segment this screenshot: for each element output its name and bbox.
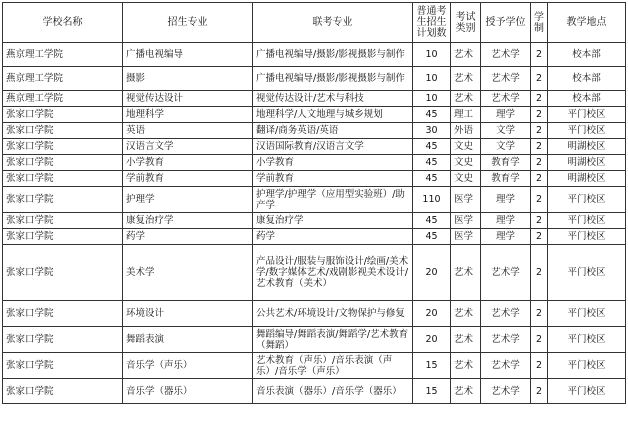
cell-major: 美术学 (123, 245, 253, 301)
cell-major: 小学教育 (123, 155, 253, 171)
cell-duration: 2 (531, 171, 548, 187)
header-major: 招生专业 (123, 3, 253, 43)
cell-duration: 2 (531, 187, 548, 213)
cell-duration: 2 (531, 245, 548, 301)
header-exam-category: 考试类别 (451, 3, 481, 43)
table-row (3, 213, 626, 229)
cell-degree: 理学 (481, 187, 531, 213)
table-row (3, 379, 626, 404)
cell-location: 平门校区 (548, 245, 626, 301)
cell-location: 平门校区 (548, 301, 626, 327)
cell-major: 环境设计 (123, 301, 253, 327)
table-row (3, 123, 626, 139)
cell-school: 张家口学院 (3, 155, 123, 171)
cell-exam-category: 理工 (451, 107, 481, 123)
cell-duration: 2 (531, 155, 548, 171)
cell-plan-count: 20 (413, 301, 451, 327)
cell-duration: 2 (531, 229, 548, 245)
cell-major: 音乐学（器乐） (123, 379, 253, 404)
cell-exam-category: 艺术 (451, 327, 481, 353)
cell-exam-category: 艺术 (451, 353, 481, 379)
cell-location: 校本部 (548, 43, 626, 67)
header-plan-count: 普通考生招生计划数 (413, 3, 451, 43)
cell-joint-exam-major: 康复治疗学 (253, 213, 413, 229)
table-row (3, 229, 626, 245)
cell-degree: 艺术学 (481, 301, 531, 327)
cell-major: 英语 (123, 123, 253, 139)
cell-plan-count: 45 (413, 107, 451, 123)
cell-major: 视觉传达设计 (123, 91, 253, 107)
table-row (3, 155, 626, 171)
cell-school: 张家口学院 (3, 123, 123, 139)
cell-exam-category: 文史 (451, 171, 481, 187)
cell-plan-count: 10 (413, 67, 451, 91)
cell-major: 音乐学（声乐） (123, 353, 253, 379)
cell-duration: 2 (531, 91, 548, 107)
cell-duration: 2 (531, 301, 548, 327)
header-degree: 授予学位 (481, 3, 531, 43)
cell-plan-count: 10 (413, 91, 451, 107)
cell-duration: 2 (531, 67, 548, 91)
cell-major: 摄影 (123, 67, 253, 91)
cell-exam-category: 文史 (451, 155, 481, 171)
cell-duration: 2 (531, 327, 548, 353)
header-row (3, 3, 626, 43)
cell-degree: 艺术学 (481, 379, 531, 404)
cell-location: 平门校区 (548, 353, 626, 379)
cell-plan-count: 45 (413, 155, 451, 171)
cell-plan-count: 15 (413, 353, 451, 379)
cell-major: 学前教育 (123, 171, 253, 187)
table-row (3, 67, 626, 91)
cell-duration: 2 (531, 353, 548, 379)
cell-plan-count: 20 (413, 245, 451, 301)
cell-degree: 艺术学 (481, 91, 531, 107)
cell-joint-exam-major: 舞蹈编导/舞蹈表演/舞蹈学/艺术教育（舞蹈） (253, 327, 413, 353)
table-row (3, 353, 626, 379)
cell-exam-category: 外语 (451, 123, 481, 139)
table-row (3, 327, 626, 353)
cell-major: 舞蹈表演 (123, 327, 253, 353)
cell-plan-count: 10 (413, 43, 451, 67)
cell-plan-count: 45 (413, 171, 451, 187)
cell-location: 校本部 (548, 67, 626, 91)
cell-joint-exam-major: 广播电视编导/摄影/影视摄影与制作 (253, 67, 413, 91)
cell-degree: 文学 (481, 139, 531, 155)
cell-degree: 理学 (481, 213, 531, 229)
cell-plan-count: 45 (413, 213, 451, 229)
cell-degree: 教育学 (481, 155, 531, 171)
table-row (3, 301, 626, 327)
cell-duration: 2 (531, 213, 548, 229)
cell-degree: 艺术学 (481, 353, 531, 379)
cell-plan-count: 45 (413, 229, 451, 245)
table-row (3, 245, 626, 301)
cell-location: 明湖校区 (548, 171, 626, 187)
cell-duration: 2 (531, 139, 548, 155)
cell-degree: 教育学 (481, 171, 531, 187)
table-row (3, 187, 626, 213)
cell-plan-count: 110 (413, 187, 451, 213)
cell-exam-category: 艺术 (451, 301, 481, 327)
cell-location: 平门校区 (548, 213, 626, 229)
cell-location: 平门校区 (548, 379, 626, 404)
enrollment-table-wrapper (2, 2, 626, 404)
table-row (3, 139, 626, 155)
cell-degree: 理学 (481, 107, 531, 123)
cell-school: 张家口学院 (3, 187, 123, 213)
cell-plan-count: 30 (413, 123, 451, 139)
cell-school: 张家口学院 (3, 245, 123, 301)
cell-duration: 2 (531, 123, 548, 139)
cell-major: 康复治疗学 (123, 213, 253, 229)
header-school: 学校名称 (3, 3, 123, 43)
cell-exam-category: 艺术 (451, 379, 481, 404)
table-row (3, 91, 626, 107)
cell-duration: 2 (531, 43, 548, 67)
cell-exam-category: 医学 (451, 213, 481, 229)
cell-location: 平门校区 (548, 229, 626, 245)
cell-exam-category: 医学 (451, 229, 481, 245)
enrollment-table (2, 2, 626, 404)
cell-school: 张家口学院 (3, 379, 123, 404)
cell-joint-exam-major: 小学教育 (253, 155, 413, 171)
cell-duration: 2 (531, 379, 548, 404)
cell-location: 平门校区 (548, 123, 626, 139)
cell-school: 燕京理工学院 (3, 67, 123, 91)
cell-joint-exam-major: 翻译/商务英语/英语 (253, 123, 413, 139)
cell-location: 平门校区 (548, 327, 626, 353)
cell-school: 张家口学院 (3, 327, 123, 353)
cell-school: 张家口学院 (3, 171, 123, 187)
cell-degree: 艺术学 (481, 245, 531, 301)
cell-joint-exam-major: 护理学/护理学（应用型实验班）/助产学 (253, 187, 413, 213)
header-duration: 学制 (531, 3, 548, 43)
cell-duration: 2 (531, 107, 548, 123)
cell-degree: 艺术学 (481, 43, 531, 67)
cell-school: 张家口学院 (3, 213, 123, 229)
cell-degree: 文学 (481, 123, 531, 139)
cell-school: 张家口学院 (3, 107, 123, 123)
cell-school: 燕京理工学院 (3, 91, 123, 107)
cell-exam-category: 艺术 (451, 91, 481, 107)
cell-joint-exam-major: 汉语国际教育/汉语言文学 (253, 139, 413, 155)
cell-school: 张家口学院 (3, 353, 123, 379)
table-row (3, 107, 626, 123)
cell-degree: 理学 (481, 229, 531, 245)
cell-school: 张家口学院 (3, 139, 123, 155)
cell-joint-exam-major: 地理科学/人文地理与城乡规划 (253, 107, 413, 123)
cell-joint-exam-major: 公共艺术/环境设计/文物保护与修复 (253, 301, 413, 327)
cell-location: 平门校区 (548, 187, 626, 213)
cell-plan-count: 45 (413, 139, 451, 155)
cell-location: 校本部 (548, 91, 626, 107)
cell-plan-count: 20 (413, 327, 451, 353)
cell-school: 燕京理工学院 (3, 43, 123, 67)
cell-major: 护理学 (123, 187, 253, 213)
cell-exam-category: 文史 (451, 139, 481, 155)
cell-plan-count: 15 (413, 379, 451, 404)
table-row (3, 43, 626, 67)
cell-exam-category: 医学 (451, 187, 481, 213)
cell-location: 明湖校区 (548, 139, 626, 155)
table-body (3, 43, 626, 404)
cell-joint-exam-major: 广播电视编导/摄影/影视摄影与制作 (253, 43, 413, 67)
cell-location: 明湖校区 (548, 155, 626, 171)
cell-joint-exam-major: 艺术教育（声乐）/音乐表演（声乐）/音乐学（声乐） (253, 353, 413, 379)
cell-major: 广播电视编导 (123, 43, 253, 67)
cell-location: 平门校区 (548, 107, 626, 123)
cell-exam-category: 艺术 (451, 43, 481, 67)
cell-school: 张家口学院 (3, 229, 123, 245)
cell-school: 张家口学院 (3, 301, 123, 327)
cell-joint-exam-major: 音乐表演（器乐）/音乐学（器乐） (253, 379, 413, 404)
cell-degree: 艺术学 (481, 67, 531, 91)
cell-major: 药学 (123, 229, 253, 245)
cell-major: 汉语言文学 (123, 139, 253, 155)
header-joint-exam-major: 联考专业 (253, 3, 413, 43)
cell-joint-exam-major: 视觉传达设计/艺术与科技 (253, 91, 413, 107)
cell-joint-exam-major: 学前教育 (253, 171, 413, 187)
header-location: 教学地点 (548, 3, 626, 43)
cell-joint-exam-major: 药学 (253, 229, 413, 245)
cell-degree: 艺术学 (481, 327, 531, 353)
table-row (3, 171, 626, 187)
cell-exam-category: 艺术 (451, 67, 481, 91)
cell-exam-category: 艺术 (451, 245, 481, 301)
cell-joint-exam-major: 产品设计/服装与服饰设计/绘画/美术学/数字媒体艺术/戏剧影视美术设计/艺术教育（美术） (253, 245, 413, 301)
cell-major: 地理科学 (123, 107, 253, 123)
